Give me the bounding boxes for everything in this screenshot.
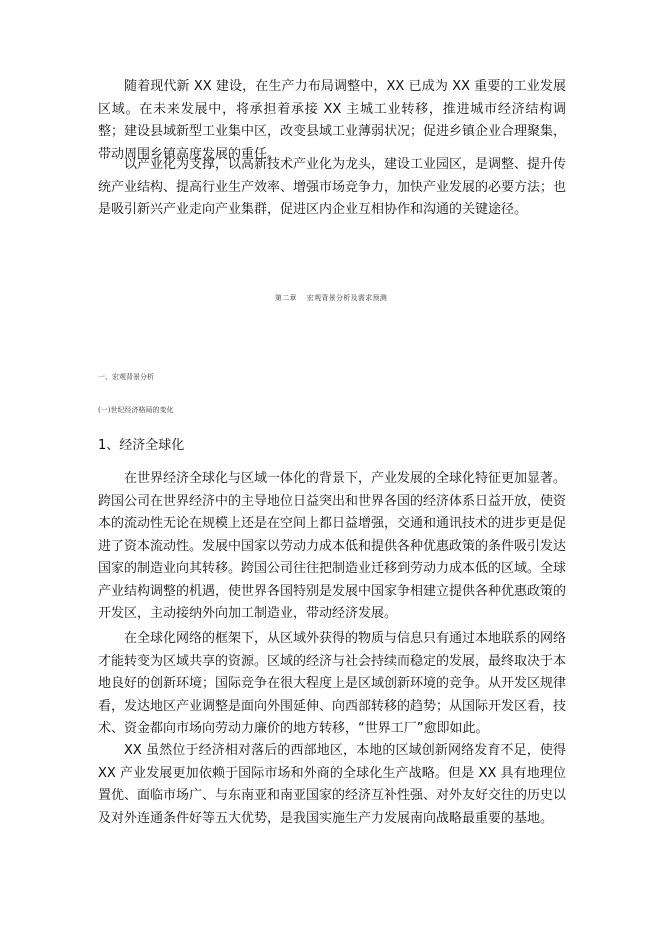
subsection-heading: (一)世纪经济格局的变化 [98,406,174,414]
chapter-heading [0,293,662,303]
regional-paragraph: XX 虽然位于经济相对落后的西部地区，本地的区域创新网络发育不足，使得 XX 产业发展更加依赖于国际市场和外商的全球化生产战略。但是 XX 具有地理位置优、面临市场广、与东南亚和南亚国家的经济互补性强、对外友好交往的历史以及对外连通条件好等五大优势，是我国实施生产力发展南向战略最重要的基地。 [98,743,567,826]
globalization-paragraph: 在世界经济全球化与区域一体化的背景下，产业发展的全球化特征更加显著。跨国公司在世界经济中的主导地位日益突出和世界各国的经济体系日益开放，使资本的流动性无论在规模上还是在空间上都日益增强，交通和通讯技术的进步更是促进了资本流动性。发展中国家以劳动力成本低和提供各种优惠政策的条件吸引发达国家的制造业向其转移。跨国公司往往把制造业迁移到劳动力成本低的区域。全球产业结构调整的机遇，使世界各国特别是发展中国家争相建立提供各种优惠政策的开发区，主动接纳外向加工制造业，带动经济发展。 [98,471,567,621]
item-heading: 1、经济全球化 [98,438,185,453]
chapter-number: 第二章 [274,294,297,302]
intro-paragraph: 随着现代新 XX 建设，在生产力布局调整中，XX 已成为 XX 重要的工业发展区域。在未来发展中，将承担着承接 XX 主城工业转移，推进城市经济结构调整；建设县域新型工业集中区，改变县域工业薄弱状况；促进乡镇企业合理聚集，带动周围乡镇高度发展的重任。 [98,79,567,162]
section-heading: 一、宏观背景分析 [98,373,154,381]
network-paragraph: 在全球化网络的框架下，从区域外获得的物质与信息只有通过本地联系的网络才能转变为区域共享的资源。区域的经济与社会持续而稳定的发展，最终取决于本地良好的创新环境；国际竞争在很大程度上是区域创新环境的竞争。从开发区规律看，发达地区产业调整是面向外围延伸、向西部转移的趋势；从国际开发区看，技术、资金都向市场向劳动力廉价的地方转移，“世界工厂”愈即如此。 [98,631,567,736]
chapter-title: 宏观背景分析及需求预测 [306,294,388,302]
industrialization-paragraph: 以产业化为支撑，以高新技术产业化为龙头，建设工业园区，是调整、提升传统产业结构、提高行业生产效率、增强市场竞争力，加快产业发展的必要方法；也是吸引新兴产业走向产业集群，促进区内企业互相协作和沟通的关键途径。 [98,157,567,217]
